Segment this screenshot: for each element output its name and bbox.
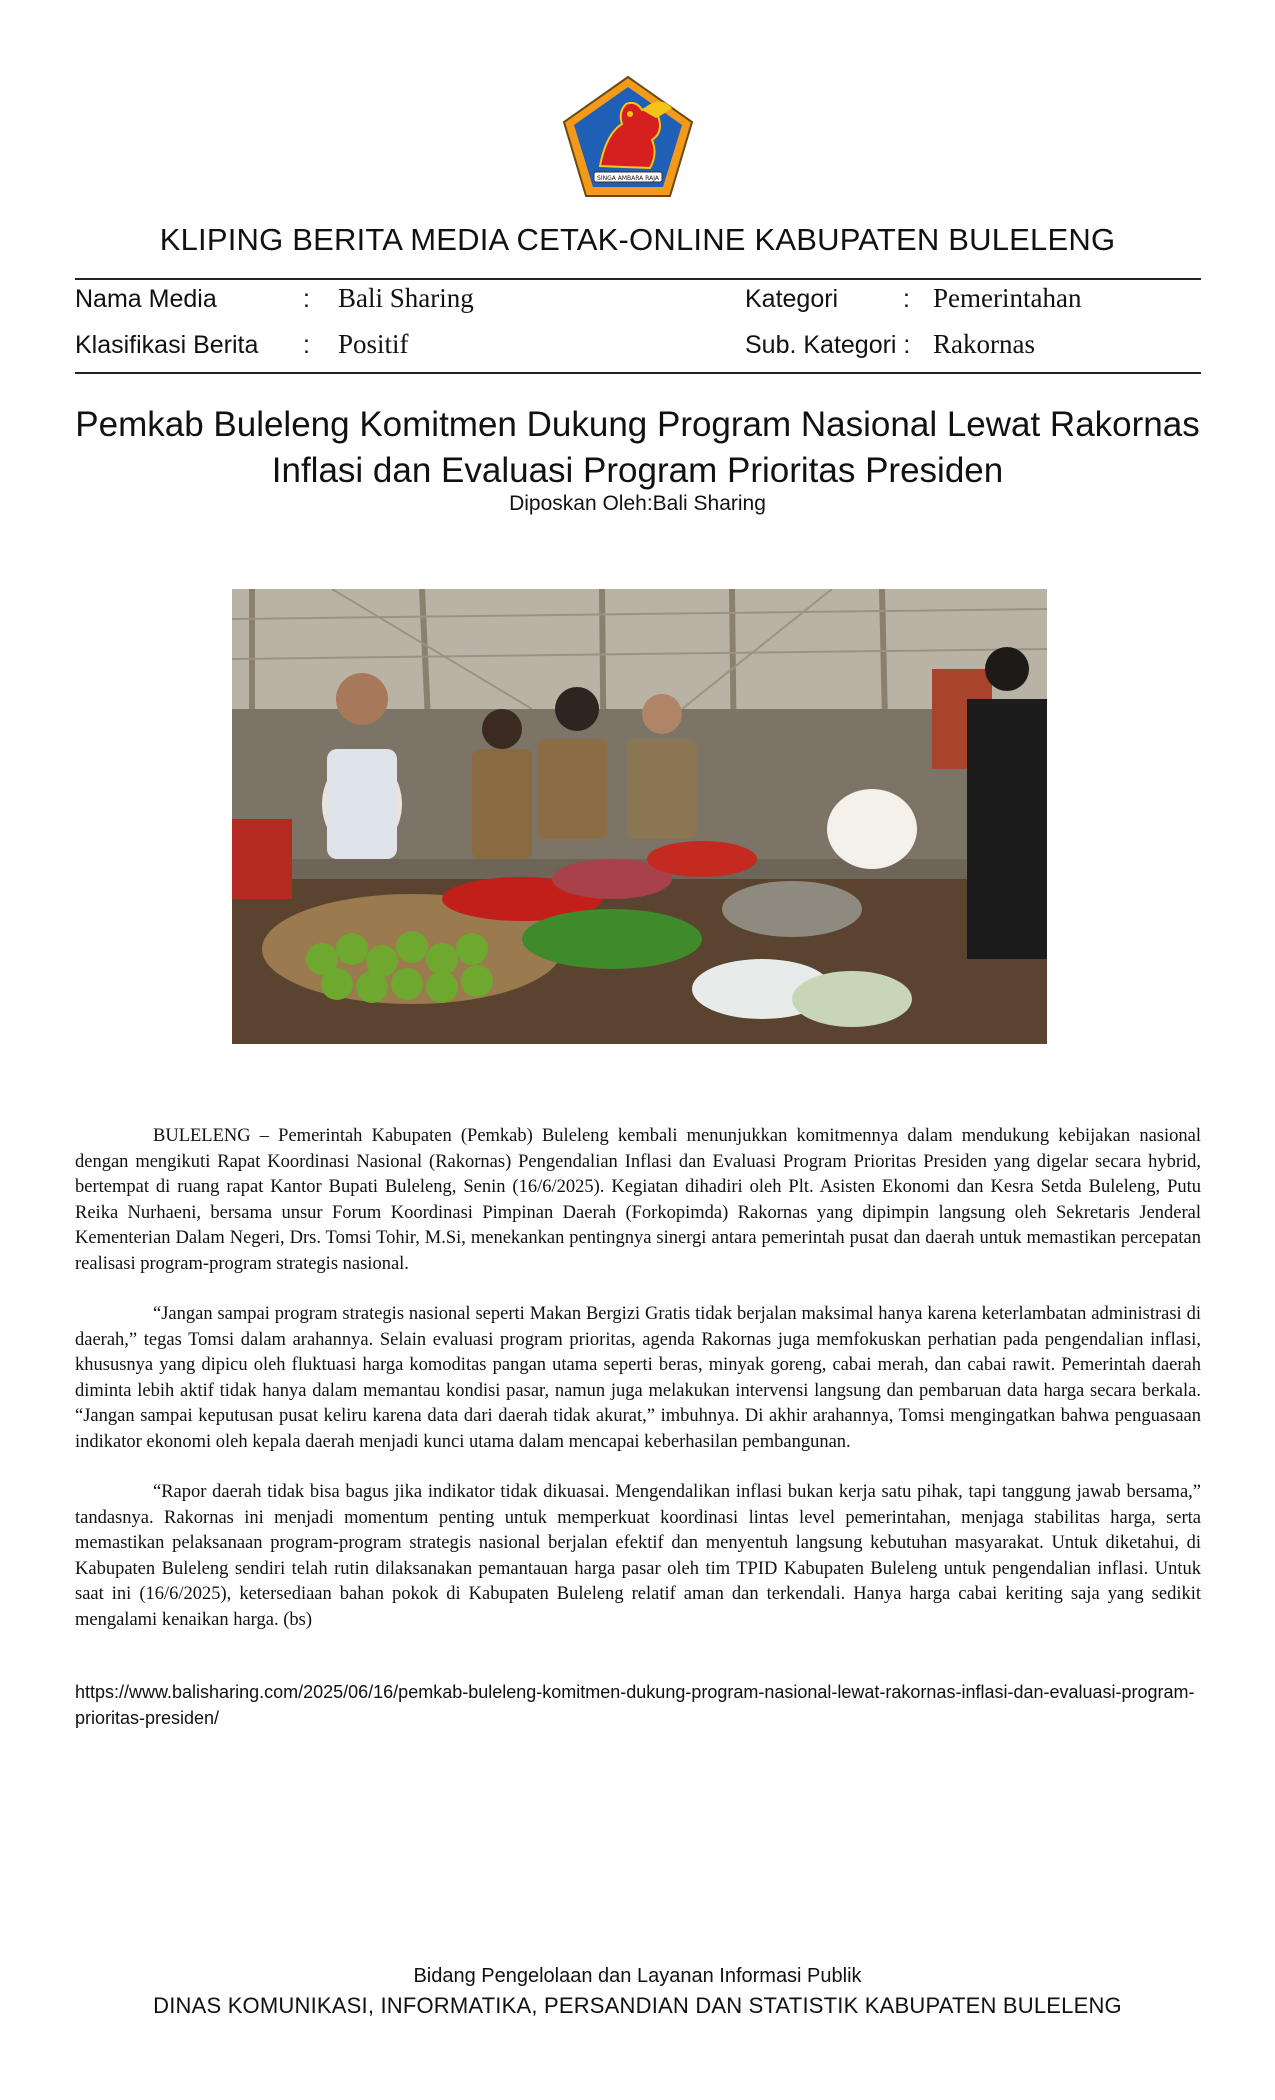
media-label: Nama Media	[75, 285, 217, 313]
footer-division: Bidang Pengelolaan dan Layanan Informasi Publik	[413, 1965, 862, 1987]
document-header-title: KLIPING BERITA MEDIA CETAK-ONLINE KABUPATEN BULELENG	[159, 222, 1116, 257]
kategori-colon: :	[903, 285, 910, 313]
article-paragraph-2: “Jangan sampai program strategis nasional seperti Makan Bergizi Gratis tidak berjalan maksimal hanya karena keterlambatan administrasi di daerah,” tegas Tomsi dalam arahannya. Selain evaluasi program prioritas, agenda Rakornas juga memfokuskan perhatian pada pengendalian inflasi, khususnya yang dipicu oleh fluktuasi harga komoditas pangan utama seperti beras, minyak goreng, cabai merah, dan cabai rawit. Pemerintah daerah diminta lebih aktif tidak hanya dalam memantau kondisi pasar, namun juga melakukan intervensi langsung dan pembaruan data harga secara berkala. “Jangan sampai keputusan pusat keliru karena data dari daerah tidak akurat,” imbuhnya. Di akhir arahannya, Tomsi mengingatkan bahwa penguasaan indikator ekonomi oleh kepala daerah menjadi kunci utama dalam mencapai keberhasilan pembangunan.	[75, 1304, 1201, 1452]
article-byline: Diposkan Oleh:Bali Sharing	[509, 492, 766, 515]
media-value: Bali Sharing	[338, 283, 474, 313]
article-title	[60, 402, 1215, 494]
divider-top	[75, 278, 1201, 280]
kategori-value: Pemerintahan	[933, 283, 1082, 313]
article-paragraph-3: “Rapor daerah tidak bisa bagus jika indikator tidak dikuasai. Mengendalikan inflasi bukan kerja satu pihak, tapi tanggung jawab bersama,” tandasnya. Rakornas ini menjadi momentum penting untuk memperkuat koordinasi lintas level pemerintahan, menjaga stabilitas harga, serta memastikan pelaksanaan program-program strategis nasional berjalan efektif dan menyentuh langsung kebutuhan masyarakat. Untuk diketahui, di Kabupaten Buleleng sendiri telah rutin dilaksanakan pemantauan harga pasar oleh tim TPID Kabupaten Buleleng untuk pengendalian inflasi. Untuk saat ini (16/6/2025), ketersediaan bahan pokok di Kabupaten Buleleng relatif aman dan terkendali. Hanya harga cabai keriting saja yang sedikit mengalami kenaikan harga. (bs)	[75, 1482, 1201, 1630]
klasifikasi-label: Klasifikasi Berita	[75, 331, 259, 359]
article-body	[75, 1124, 1201, 1658]
source-url-link[interactable]: https://www.balisharing.com/2025/06/16/pemkab-buleleng-komitmen-dukung-program-nasional-lewat-rakornas-inflasi-dan-evaluasi-program-prioritas-presiden/	[75, 1682, 1195, 1728]
klasifikasi-colon: :	[303, 331, 310, 359]
kategori-label: Kategori	[745, 285, 839, 313]
divider-bottom	[75, 372, 1201, 374]
footer-agency: DINAS KOMUNIKASI, INFORMATIKA, PERSANDIAN DAN STATISTIK KABUPATEN BULELENG	[153, 1993, 1122, 2018]
article-paragraph-1: BULELENG – Pemerintah Kabupaten (Pemkab) Buleleng kembali menunjukkan komitmennya dalam mendukung kebijakan nasional dengan mengikuti Rapat Koordinasi Nasional (Rakornas) Pengendalian Inflasi dan Evaluasi Program Prioritas Presiden yang digelar secara hybrid, bertempat di ruang rapat Kantor Bupati Buleleng, Senin (16/6/2025). Kegiatan dihadiri oleh Plt. Asisten Ekonomi dan Kesra Setda Buleleng, Putu Reika Nurhaeni, bersama unsur Forum Koordinasi Pimpinan Daerah (Forkopimda) Rakornas yang dipimpin langsung oleh Sekretaris Jenderal Kementerian Dalam Negeri, Drs. Tomsi Tohir, M.Si, menekankan pentingnya sinergi antara pemerintah pusat dan daerah untuk memastikan percepatan realisasi program-program strategis nasional.	[75, 1126, 1201, 1274]
subkategori-value: Rakornas	[933, 329, 1035, 359]
logo-motto: SINGA AMBARA RAJA	[597, 175, 659, 182]
media-colon: :	[303, 285, 310, 313]
klasifikasi-value: Positif	[338, 329, 409, 359]
article-photo	[232, 589, 1047, 1044]
article-title-line1: Pemkab Buleleng Komitmen Dukung Program Nasional Lewat Rakornas	[75, 405, 1200, 444]
subkategori-label: Sub. Kategori :	[745, 331, 911, 359]
article-title-line2: Inflasi dan Evaluasi Program Prioritas Presiden	[271, 451, 1004, 490]
regency-logo	[560, 74, 696, 200]
